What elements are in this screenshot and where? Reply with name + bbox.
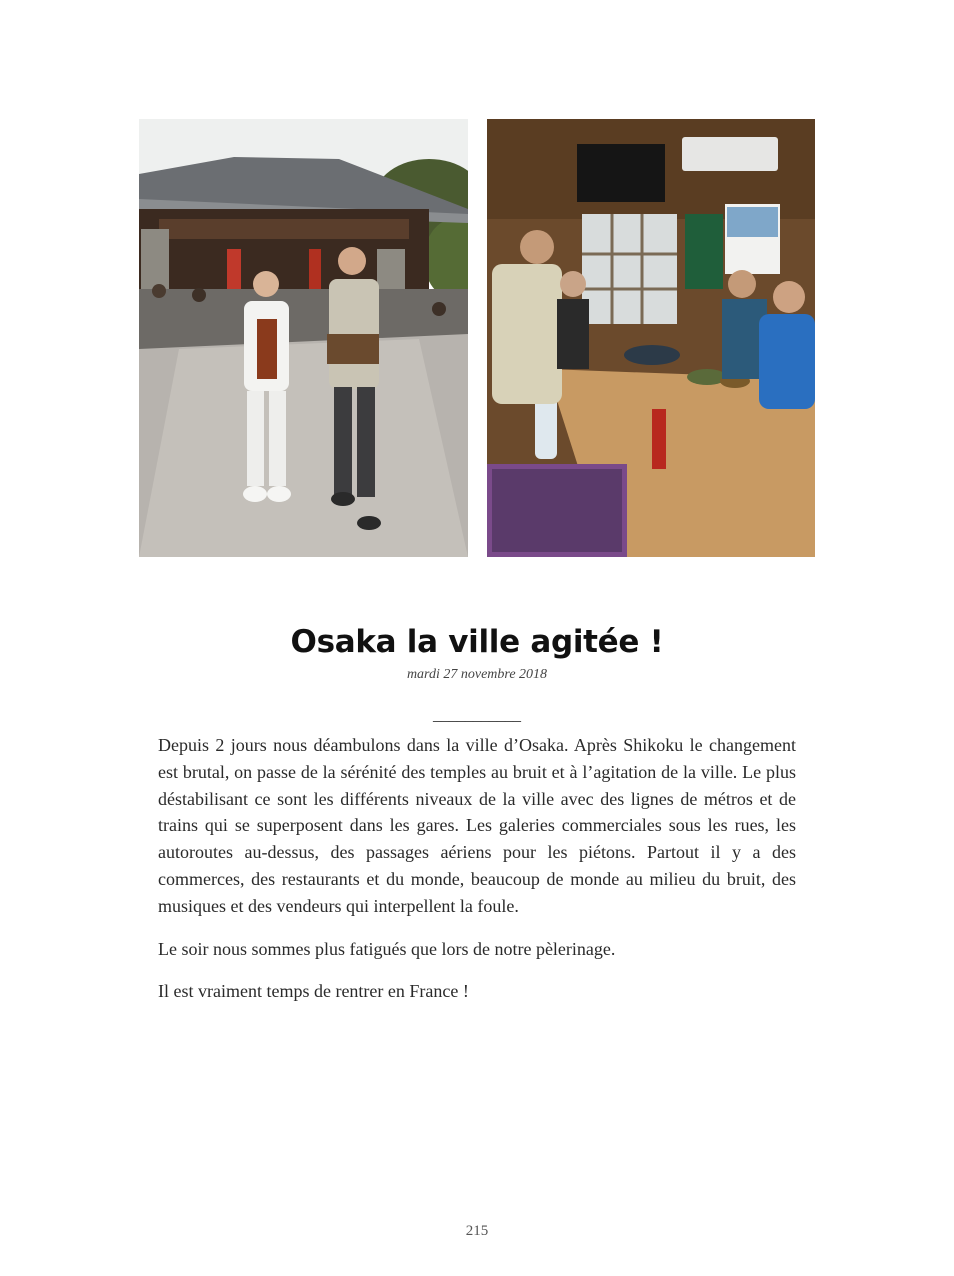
page-number: 215	[465, 1223, 489, 1239]
paragraph: Il est vraiment temps de rentrer en France !	[158, 981, 469, 1002]
dinner-table-photo	[487, 119, 815, 557]
article-date: mardi 27 novembre 2018	[406, 667, 548, 682]
paragraph: Le soir nous sommes plus fatigués que lors de notre pèlerinage.	[158, 938, 616, 959]
paragraph: Depuis 2 jours nous déambulons dans la ville d’Osaka. Après Shikoku le changement est brutal, on passe de la sérénité des temples au bruit et à l’agitation de la ville. Le plus déstabilisant ce sont les différents niveaux de la ville avec des lignes de métros et de trains qui se superposent dans les gares. Les galeries commerciales sous les rues, les autoroutes au-dessus, des passages aériens pour les piétons. Partout il y a des commerces, des restaurants et du monde, beaucoup de monde au milieu du bruit, des musiques et des vendeurs qui interpellent la foule.	[158, 735, 796, 916]
title-separator: ___________	[433, 707, 521, 724]
article-title: Osaka la ville agitée !	[290, 624, 664, 660]
article-body	[158, 732, 796, 1021]
temple-pilgrims-photo	[139, 119, 468, 557]
